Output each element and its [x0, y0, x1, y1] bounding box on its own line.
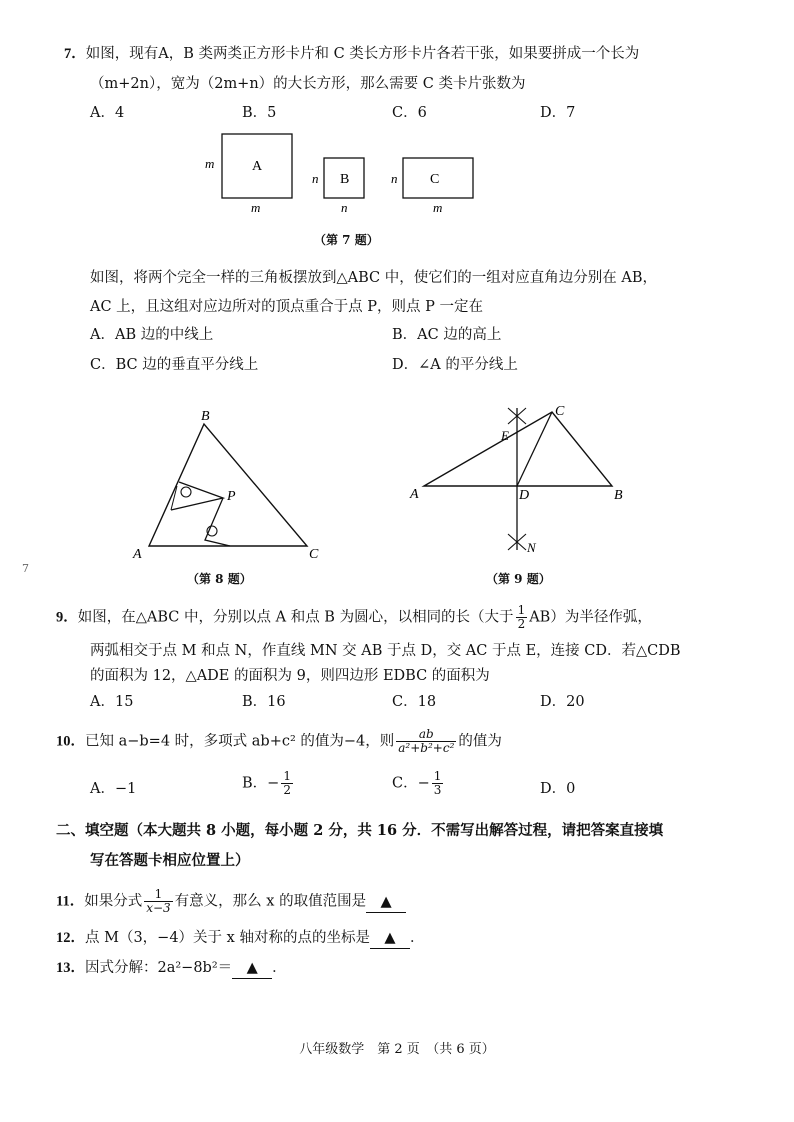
card-c-bottom: m — [433, 200, 443, 215]
q10-line — [56, 728, 502, 755]
q8-option-b: B．AC 边的高上 — [392, 327, 502, 343]
q7-option-c: C．6 — [392, 105, 427, 121]
q9-frac-num: 1 — [517, 603, 526, 617]
q10-option-c-fraction — [432, 770, 444, 797]
q8-option-a: A．AB 边的中线上 — [90, 327, 214, 343]
fig8-label-a: A — [133, 547, 142, 562]
fig9-label-d: D — [519, 488, 530, 503]
q10-option-c — [392, 770, 445, 797]
q7-option-d: D．7 — [540, 105, 576, 121]
q7-option-b: B．5 — [242, 105, 277, 121]
q9-fraction — [516, 604, 528, 631]
q10-fraction — [396, 728, 456, 755]
q9-option-a: A．15 — [90, 694, 134, 710]
q10-option-b-num: 1 — [283, 769, 291, 783]
q10-option-c-den: 3 — [433, 783, 442, 797]
q7-text-1: 如图，现有A，B 类两类正方形卡片和 C 类长方形卡片各若干张，如果要拼成一个长为 — [85, 46, 640, 62]
q11-frac-den: x−3 — [146, 901, 171, 915]
q11-line — [56, 888, 406, 915]
fig9-label-c: C — [555, 404, 565, 419]
q11-text-b: 有意义，那么 x 的取值范围是 — [174, 893, 367, 910]
section2-heading-cont: 写在答题卡相应位置上） — [90, 852, 250, 869]
fig9-label-e: E — [501, 428, 509, 443]
q8-option-c: C．BC 边的垂直平分线上 — [90, 357, 259, 373]
q12-text: 点 M（3，−4）关于 x 轴对称的点的坐标是 — [85, 930, 370, 946]
q9-option-d: D．20 — [540, 694, 585, 710]
q11-text-a: 如果分式 — [84, 893, 143, 910]
q11-number: 11． — [56, 893, 85, 910]
q8-line1: 如图，将两个完全一样的三角板摆放到△ABC 中，使它们的一组对应直角边分别在 AB， — [90, 270, 657, 286]
q12-answer-blank: ▲ — [370, 928, 410, 949]
q13-line — [56, 958, 287, 979]
q7-number: 7． — [64, 46, 86, 62]
q10-option-b — [242, 770, 295, 797]
fig9-label-a: A — [410, 487, 419, 502]
card-b-side: n — [312, 171, 319, 186]
card-c-side: n — [391, 171, 398, 186]
q10-number: 10． — [56, 733, 85, 750]
q9-line2: 两弧相交于点 M 和点 N，作直线 MN 交 AB 于点 D，交 AC 于点 E，连接 CD．若△CDB — [90, 643, 681, 659]
q10-frac-num: ab — [396, 728, 456, 742]
q10-option-b-fraction — [281, 770, 293, 797]
q7-line2: （m+2n），宽为（2m+n）的大长方形，那么需要 C 类卡片张数为 — [90, 76, 526, 92]
q9-caption: （第 9 题） — [486, 572, 551, 586]
card-c-label: C — [430, 172, 440, 187]
q9-frac-den: 2 — [517, 617, 526, 631]
q13-answer-blank: ▲ — [232, 958, 272, 979]
card-b — [312, 158, 364, 215]
q9-option-c: C．18 — [392, 694, 437, 710]
q9-line3: 的面积为 12，△ADE 的面积为 9，则四边形 EDBC 的面积为 — [90, 668, 490, 684]
q10-option-b-prefix: B．− — [242, 775, 280, 792]
fig9-label-b: B — [614, 488, 623, 503]
q9-text-1b: AB）为半径作弧， — [529, 609, 652, 626]
fig9-label-n: N — [527, 540, 536, 555]
q12-end: ． — [409, 930, 425, 946]
q7-cards-figure — [195, 120, 495, 220]
card-a — [205, 134, 292, 215]
q7-caption: （第 7 题） — [314, 233, 379, 247]
section2-heading: 二、填空题（本大题共 8 小题，每小题 2 分，共 16 分．不需写出解答过程，请把答案直接填 — [56, 822, 664, 839]
card-a-label: A — [252, 159, 263, 174]
fig8-label-p: P — [227, 489, 236, 504]
q10-option-c-num: 1 — [433, 769, 442, 783]
q10-text-b: 的值为 — [458, 733, 502, 750]
fig8-label-c: C — [309, 547, 319, 562]
q10-option-c-prefix: C．− — [392, 775, 430, 792]
q7-line1 — [64, 44, 639, 64]
card-c — [391, 158, 473, 215]
q10-frac-den: a²+b²+c² — [398, 741, 455, 755]
q12-number: 12． — [56, 930, 85, 946]
q13-text: 因式分解：2a²−8b²＝ — [85, 960, 233, 976]
q8-line2: AC 上，且这组对应边所对的顶点重合于点 P，则点 P 一定在 — [90, 299, 484, 315]
q9-option-b: B．16 — [242, 694, 286, 710]
q10-text-a: 已知 a−b=4 时，多项式 ab+c² 的值为−4，则 — [85, 733, 395, 750]
q10-option-a: A．−1 — [90, 781, 137, 797]
q13-number: 13． — [56, 960, 85, 976]
q9-number: 9． — [56, 609, 78, 626]
q7-option-a: A．4 — [90, 105, 125, 121]
q8-triangle-figure — [125, 400, 335, 570]
q13-end: ． — [272, 960, 287, 976]
q9-triangle-figure — [400, 400, 640, 565]
q11-fraction — [144, 888, 172, 915]
q10-option-b-den: 2 — [283, 783, 291, 797]
margin-mark: 7 — [22, 562, 29, 575]
q10-option-d: D．0 — [540, 781, 576, 797]
q8-caption: （第 8 题） — [187, 572, 252, 586]
q12-line — [56, 928, 424, 949]
q11-frac-num: 1 — [144, 888, 172, 902]
card-b-bottom: n — [341, 200, 348, 215]
card-a-bottom: m — [251, 200, 261, 215]
q9-text-1a: 如图，在△ABC 中，分别以点 A 和点 B 为圆心，以相同的长（大于 — [77, 609, 514, 626]
card-a-side: m — [205, 156, 215, 171]
q9-line1 — [56, 604, 652, 631]
card-b-label: B — [340, 172, 350, 187]
fig8-label-b: B — [201, 409, 210, 424]
q11-answer-blank: ▲ — [366, 892, 406, 913]
page-footer: 八年级数学 第 2 页 （共 6 页） — [299, 1042, 495, 1057]
q8-option-d: D．∠A 的平分线上 — [392, 357, 518, 373]
